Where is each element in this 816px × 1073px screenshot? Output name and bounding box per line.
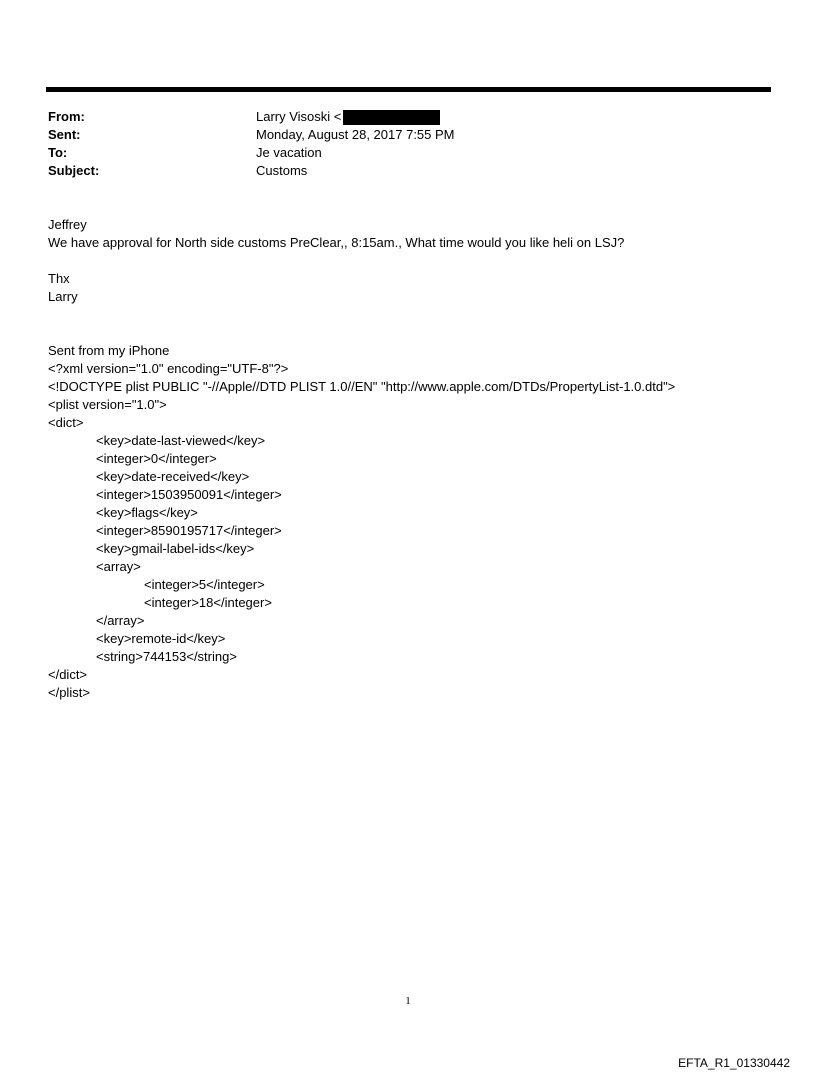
redaction-block	[343, 110, 440, 125]
array-open: <array>	[96, 559, 141, 574]
plist-line: <integer>0</integer>	[96, 451, 217, 466]
array-item: <integer>5</integer>	[144, 577, 265, 592]
message-body: We have approval for North side customs PreClear,, 8:15am., What time would you like heli on LSJ?	[48, 235, 625, 250]
sent-from: Sent from my iPhone	[48, 343, 170, 358]
signature: Larry	[48, 289, 78, 304]
plist-close: </plist>	[48, 685, 90, 700]
sent-label: Sent:	[48, 127, 81, 142]
dict-open: <dict>	[48, 415, 84, 430]
thanks: Thx	[48, 271, 70, 286]
page-number: 1	[405, 995, 411, 1007]
plist-line: <integer>8590195717</integer>	[96, 523, 282, 538]
to-label: To:	[48, 145, 68, 160]
plist-line: <key>date-last-viewed</key>	[96, 433, 266, 448]
subject-row	[48, 162, 455, 180]
greeting: Jeffrey	[48, 217, 87, 232]
from-row	[48, 108, 455, 126]
plist-doctype: <!DOCTYPE plist PUBLIC "-//Apple//DTD PLIST 1.0//EN" "http://www.apple.com/DTDs/PropertyList-1.0.dtd">	[48, 379, 676, 394]
document-id: EFTA_R1_01330442	[678, 1056, 790, 1070]
subject-label: Subject:	[48, 163, 100, 178]
plist-line: <integer>1503950091</integer>	[96, 487, 282, 502]
email-body	[48, 216, 675, 702]
plist-open: <plist version="1.0">	[48, 397, 167, 412]
from-label: From:	[48, 109, 85, 124]
from-value: Larry Visoski <	[256, 109, 342, 124]
plist-xml-decl: <?xml version="1.0" encoding="UTF-8"?>	[48, 361, 289, 376]
dict-close: </dict>	[48, 667, 88, 682]
sent-row	[48, 126, 455, 144]
sent-value: Monday, August 28, 2017 7:55 PM	[256, 127, 455, 142]
email-header	[48, 108, 455, 180]
top-rule	[46, 87, 771, 92]
to-row	[48, 144, 455, 162]
plist-line: <key>gmail-label-ids</key>	[96, 541, 255, 556]
plist-line: <key>date-received</key>	[96, 469, 250, 484]
array-close: </array>	[96, 613, 145, 628]
plist-line: <key>remote-id</key>	[96, 631, 226, 646]
plist-line: <string>744153</string>	[96, 649, 237, 664]
array-item: <integer>18</integer>	[144, 595, 272, 610]
to-value: Je vacation	[256, 145, 322, 160]
subject-value: Customs	[256, 163, 308, 178]
plist-line: <key>flags</key>	[96, 505, 198, 520]
